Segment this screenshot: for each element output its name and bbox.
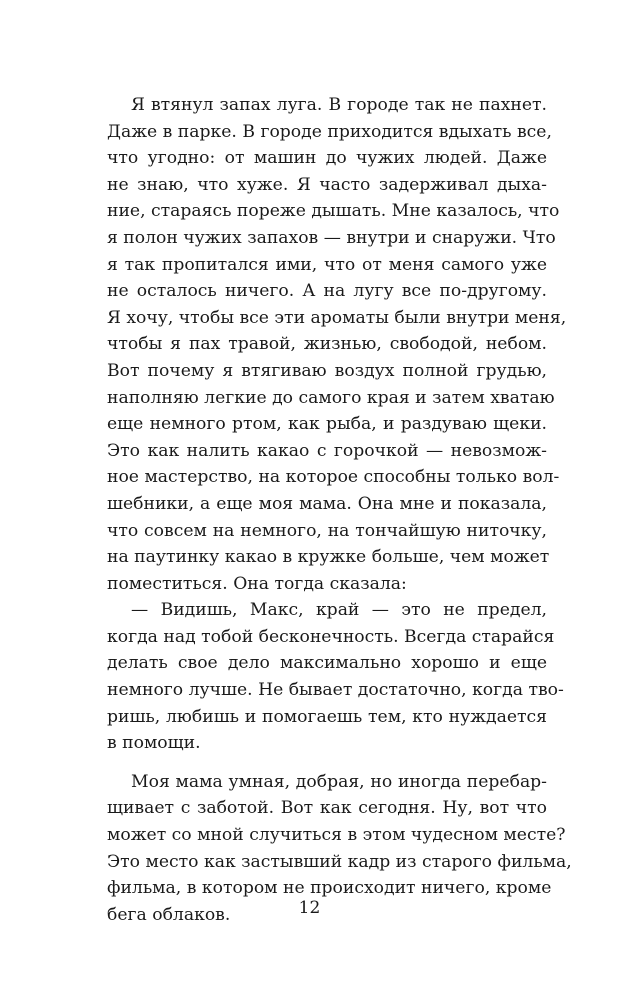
text-line: Это место как застывший кадр из старого фильма,: [107, 851, 572, 872]
text-line: ное мастерство, на которое способны только вол-: [107, 467, 560, 488]
text-line: щивает с заботой. Вот как сегодня. Ну, вот что: [107, 798, 547, 819]
text-line: шебники, а еще моя мама. Она мне и показала,: [107, 493, 547, 514]
text-line: Я втянул запах луга. В городе так не пахнет.: [131, 95, 547, 115]
text-line: что совсем на немного, на тончайшую ниточку,: [107, 520, 547, 541]
text-line: бега облаков.: [107, 904, 231, 925]
text-line: я полон чужих запахов — внутри и снаружи. Что: [107, 227, 556, 248]
text-line: в помощи.: [107, 733, 201, 754]
text-line: поместиться. Она тогда сказала:: [107, 573, 407, 594]
text-line: — Видишь, Макс, край — это не предел,: [131, 600, 547, 621]
text-line: Это как налить какао с горочкой — невозмож-: [107, 440, 547, 461]
text-line: ришь, любишь и помогаешь тем, кто нуждается: [107, 706, 547, 727]
text-line: ние, стараясь пореже дышать. Мне казалось, что: [107, 201, 560, 222]
text-line: может со мной случиться в этом чудесном месте?: [107, 825, 566, 846]
paragraph-1: [107, 92, 567, 597]
text-line: немного лучше. Не бывает достаточно, когда тво-: [107, 680, 564, 701]
text-line: фильма, в котором не происходит ничего, кроме: [107, 878, 552, 899]
text-line: Моя мама умная, добрая, но иногда перебар-: [131, 771, 547, 792]
text-line: на паутинку какао в кружке больше, чем может: [107, 547, 550, 568]
text-line: Я хочу, чтобы все эти ароматы были внутри меня,: [107, 307, 567, 328]
text-line: Вот почему я втягиваю воздух полной грудью,: [107, 360, 547, 381]
text-line: чтобы я пах травой, жизнью, свободой, небом.: [107, 334, 547, 355]
text-line: наполняю легкие до самого края и затем хватаю: [107, 387, 555, 408]
text-line: Даже в парке. В городе приходится вдыхать все,: [107, 121, 552, 142]
text-line: не осталось ничего. А на лугу все по-другому.: [107, 281, 547, 302]
text-line: не знаю, что хуже. Я часто задерживал дыха-: [107, 174, 547, 195]
text-line: еще немного ртом, как рыба, и раздуваю щеки.: [107, 414, 547, 435]
text-line: когда над тобой бесконечность. Всегда старайся: [107, 626, 555, 647]
text-line: делать свое дело максимально хорошо и еще: [107, 653, 547, 674]
text-line: что угодно: от машин до чужих людей. Даже: [107, 148, 547, 169]
page-number: 12: [298, 898, 321, 918]
text-line: я так пропитался ими, что от меня самого уже: [107, 254, 547, 275]
body-text: [107, 92, 572, 928]
paragraph-spacer: [107, 757, 547, 769]
paragraph-2: [107, 597, 564, 757]
